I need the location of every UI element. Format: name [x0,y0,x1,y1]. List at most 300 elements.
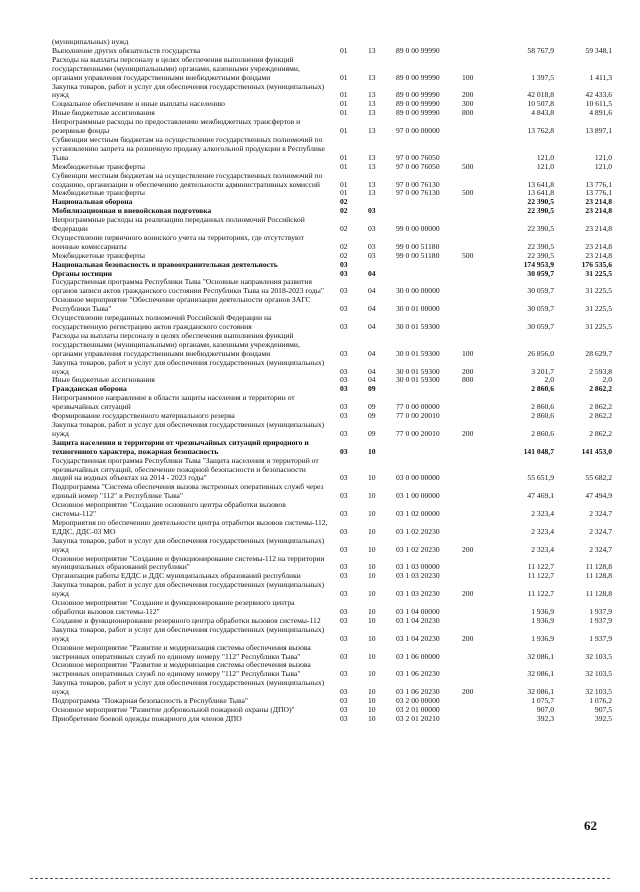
row-amount-year2: 28 629,7 [585,348,612,358]
row-section-code: 03 [340,304,348,314]
row-amount-year2: 11 128,8 [585,562,612,572]
row-subsection-code: 09 [368,411,376,421]
row-name: Подпрограмма "Система обеспечения вызова экстренных оперативных служб через единый номер "112" в Республике Тыва" [52,482,324,501]
table-row [52,581,612,599]
row-name: Национальная оборона [52,197,133,207]
row-amount-year1: 1 936,9 [531,633,554,643]
row-target-article: 99 0 00 51180 [396,241,440,251]
row-amount-year2: 2 593,8 [589,366,612,376]
row-amount-year1: 121,0 [536,152,554,162]
row-expense-type: 100 [462,72,474,82]
row-amount-year1: 32 086,1 [527,651,554,661]
row-target-article: 89 0 00 99990 [396,108,440,118]
row-name: Межбюджетные трансферты [52,188,145,198]
row-section-code: 02 [340,224,348,234]
row-amount-year1: 1 936,9 [531,607,554,616]
row-section-code: 03 [340,607,348,616]
row-subsection-code: 13 [368,179,376,189]
row-amount-year2: 11 128,8 [585,589,612,599]
row-amount-year1: 42 018,8 [527,90,554,100]
table-row [52,519,612,537]
row-target-article: 03 1 03 20230 [396,571,440,581]
row-amount-year2: 13 776,1 [585,179,612,189]
row-amount-year2: 59 348,1 [585,45,612,55]
row-subsection-code: 10 [368,651,376,661]
row-amount-year1: 30 059,7 [527,304,554,314]
row-amount-year1: 22 390,5 [527,224,554,234]
row-expense-type: 200 [462,544,474,554]
row-section-code: 03 [340,509,348,519]
row-amount-year2: 121,0 [594,152,612,162]
row-name: (муниципальных) нужд [52,37,129,46]
row-section-code: 01 [340,108,348,118]
row-amount-year1: 22 390,5 [527,250,554,260]
table-row [52,359,612,377]
row-name: Основное мероприятие "Создание и функционирование системы-112 на территории муниципальных образований республики" [52,553,325,572]
row-amount-year2: 13 897,1 [585,126,612,136]
row-name: Мероприятия по обеспечению деятельности центра отработки вызовов системы-112, ЕДДС, ДДС-03 МО [52,517,328,536]
row-name: Межбюджетные трансферты [52,250,145,260]
row-section-code: 02 [340,206,348,216]
row-amount-year1: 2 860,6 [531,411,554,421]
row-amount-year2: 32 103,5 [585,687,612,697]
row-section-code: 03 [340,384,348,394]
row-amount-year1: 47 469,1 [527,491,554,501]
row-name: Основное мероприятие "Обеспечение организации деятельности органов ЗАГС Республики Тыва" [52,295,311,314]
row-subsection-code: 10 [368,615,376,625]
row-amount-year1: 11 122,7 [527,571,554,581]
row-expense-type: 300 [462,99,474,109]
row-target-article: 03 2 01 00000 [396,704,440,714]
page-number: 62 [584,818,597,833]
row-section-code: 03 [340,562,348,572]
row-name: Закупка товаров, работ и услуг для обеспечения государственных (муниципальных) нужд [52,624,325,643]
row-subsection-code: 10 [368,562,376,572]
row-name: Закупка товаров, работ и услуг для обеспечения государственных (муниципальных) нужд [52,81,325,100]
row-amount-year1: 30 059,7 [527,322,554,331]
row-section-code: 01 [340,179,348,189]
row-name: Приобретение боевой одежды пожарного для членов ДПО [52,713,242,723]
table-row [52,626,612,644]
table-row [52,439,612,457]
row-amount-year1: 13 641,8 [527,188,554,198]
row-target-article: 30 0 01 59300 [396,348,440,358]
row-expense-type: 200 [462,589,474,599]
row-amount-year2: 31 225,5 [585,268,612,278]
row-amount-year2: 32 103,5 [585,669,612,679]
row-section-code: 01 [340,99,348,109]
row-target-article: 89 0 00 99990 [396,99,440,109]
row-amount-year2: 2,0 [602,375,612,385]
page-footer-rule [30,878,610,879]
row-subsection-code: 13 [368,108,376,118]
row-amount-year1: 11 122,7 [527,589,554,599]
row-name: Организация работы ЕДДС и ДДС муниципальных образований республики [52,571,301,581]
row-expense-type: 200 [462,90,474,100]
row-name: Закупка товаров, работ и услуг для обеспечения государственных (муниципальных) нужд [52,357,325,376]
row-amount-year1: 30 059,7 [527,268,554,278]
row-target-article: 03 1 02 00000 [396,509,440,519]
row-subsection-code: 10 [368,704,376,714]
row-section-code: 03 [340,544,348,554]
row-expense-type: 200 [462,428,474,438]
row-target-article: 89 0 00 99990 [396,90,440,100]
table-row [52,679,612,697]
row-amount-year2: 1 937,9 [589,607,612,616]
row-section-code: 03 [340,286,348,296]
row-section-code: 01 [340,45,348,55]
row-amount-year2: 47 494,9 [585,491,612,501]
row-amount-year2: 32 103,5 [585,651,612,661]
row-expense-type: 200 [462,687,474,697]
row-amount-year2: 31 225,5 [585,322,612,331]
row-subsection-code: 10 [368,696,376,706]
row-subsection-code: 09 [368,384,376,394]
row-subsection-code: 13 [368,161,376,171]
row-subsection-code: 10 [368,687,376,697]
row-amount-year1: 11 122,7 [527,562,554,572]
row-amount-year2: 176 535,6 [581,259,612,269]
row-section-code: 03 [340,687,348,697]
row-target-article: 97 0 00 76050 [396,152,440,162]
table-row [52,501,612,519]
row-amount-year1: 22 390,5 [527,241,554,251]
row-subsection-code: 13 [368,99,376,109]
row-target-article: 77 0 00 20010 [396,428,440,438]
row-amount-year2: 55 682,2 [585,473,612,483]
row-amount-year2: 907,5 [594,704,612,714]
row-name: Государственная программа Республики Тыва "Защита населения и территорий от чрезвычайных ситуаций, обеспечение пожарной безопасности и безопасности людей на водных объектах на 2014 - 2023 годы" [52,455,319,483]
row-amount-year1: 13 641,8 [527,179,554,189]
row-amount-year2: 31 225,5 [585,286,612,296]
row-expense-type: 800 [462,108,474,118]
row-target-article: 30 0 01 59300 [396,366,440,376]
row-section-code: 03 [340,633,348,643]
row-section-code: 01 [340,72,348,82]
row-target-article: 03 1 04 20230 [396,633,440,643]
row-subsection-code: 13 [368,90,376,100]
row-name: Осуществление переданных полномочий Российской Федерации на государственную регистрацию актов гражданского состояния [52,313,272,331]
row-name: Выполнение других обязательств государства [52,45,201,55]
row-subsection-code: 04 [368,348,376,358]
row-target-article: 30 0 01 59300 [396,322,440,331]
row-name: Закупка товаров, работ и услуг для обеспечения государственных (муниципальных) нужд [52,535,325,554]
row-subsection-code: 10 [368,669,376,679]
budget-table [52,38,612,724]
row-subsection-code: 10 [368,713,376,723]
table-row [52,376,612,385]
row-amount-year2: 10 611,5 [585,99,612,109]
table-row [52,118,612,136]
row-section-code: 01 [340,126,348,136]
table-row [52,644,612,662]
row-section-code: 02 [340,250,348,260]
row-amount-year1: 2 860,6 [531,402,554,412]
row-section-code: 03 [340,589,348,599]
row-amount-year2: 42 433,6 [585,90,612,100]
row-target-article: 97 0 00 76130 [396,188,440,198]
row-amount-year1: 55 651,9 [527,473,554,483]
row-name: Непрограммные расходы на реализацию переданных полномочий Российской Федерации [52,215,305,234]
row-target-article: 30 0 01 00000 [396,304,440,314]
row-target-article: 03 0 00 00000 [396,473,440,483]
row-name: Расходы на выплаты персоналу в целях обеспечения выполнения функций государственными (муниципальными) органами, казенными учреждениями, органами управления государственными внебюджетными фондами [52,330,300,358]
row-amount-year2: 23 214,8 [585,250,612,260]
row-section-code: 03 [340,259,348,269]
row-target-article: 97 0 00 00000 [396,126,440,136]
row-section-code: 03 [340,696,348,706]
row-amount-year2: 2 324,7 [589,544,612,554]
row-section-code: 03 [340,322,348,331]
row-target-article: 03 1 03 00000 [396,562,440,572]
row-amount-year2: 2 862,2 [589,384,612,394]
row-amount-year2: 1 937,9 [589,615,612,625]
row-section-code: 03 [340,526,348,536]
table-row [52,56,612,83]
row-section-code: 01 [340,161,348,171]
row-amount-year2: 23 214,8 [585,197,612,207]
row-target-article: 77 0 00 20010 [396,411,440,421]
row-amount-year1: 392,3 [536,713,554,723]
row-target-article: 03 2 00 00000 [396,696,440,706]
row-amount-year1: 1 075,7 [531,696,554,706]
row-target-article: 03 1 04 00000 [396,607,440,616]
row-name: Основное мероприятие "Создание основного центра обработки вызовов системы-112" [52,500,286,519]
row-target-article: 97 0 00 76130 [396,179,440,189]
table-row [52,296,612,314]
row-amount-year1: 2 860,6 [531,428,554,438]
row-name: Гражданская оборона [52,384,127,394]
row-expense-type: 800 [462,375,474,385]
row-name: Иные бюджетные ассигнования [52,375,155,385]
row-expense-type: 200 [462,633,474,643]
row-amount-year2: 2 862,2 [589,402,612,412]
row-name: Подпрограмма "Пожарная безопасность в Республике Тыва" [52,696,248,706]
row-amount-year1: 30 059,7 [527,286,554,296]
row-target-article: 97 0 00 76050 [396,161,440,171]
table-row [52,234,612,252]
table-row [52,555,612,573]
row-target-article: 03 1 00 00000 [396,491,440,501]
row-amount-year1: 4 843,8 [531,108,554,118]
row-amount-year1: 1 936,9 [531,615,554,625]
row-amount-year2: 23 214,8 [585,206,612,216]
table-row [52,599,612,617]
row-amount-year1: 1 397,5 [531,72,554,82]
row-amount-year1: 907,0 [536,704,554,714]
row-name: Формирование государственного материального резерва [52,411,235,421]
row-section-code: 03 [340,446,348,456]
row-amount-year1: 22 390,5 [527,206,554,216]
row-name: Межбюджетные трансферты [52,161,145,171]
row-section-code: 03 [340,571,348,581]
row-subsection-code: 09 [368,428,376,438]
row-section-code: 01 [340,90,348,100]
row-amount-year2: 1 076,2 [589,696,612,706]
row-amount-year2: 121,0 [594,161,612,171]
row-target-article: 03 1 02 20230 [396,526,440,536]
table-row [52,537,612,555]
row-subsection-code: 03 [368,224,376,234]
row-amount-year1: 10 507,8 [527,99,554,109]
row-name: Защита населения и территории от чрезвычайных ситуаций природного и техногенного характера, пожарная безопасность [52,437,309,456]
row-section-code: 03 [340,615,348,625]
row-target-article: 99 0 00 00000 [396,224,440,234]
row-amount-year1: 2 323,4 [531,544,554,554]
row-section-code: 03 [340,268,348,278]
row-subsection-code: 10 [368,571,376,581]
row-subsection-code: 10 [368,589,376,599]
row-target-article: 03 2 01 20210 [396,713,440,723]
row-subsection-code: 10 [368,446,376,456]
row-name: Национальная безопасность и правоохранительная деятельность [52,259,278,269]
row-subsection-code: 04 [368,322,376,331]
row-amount-year1: 32 086,1 [527,687,554,697]
row-amount-year1: 3 201,7 [531,366,554,376]
table-row [52,216,612,234]
row-name: Органы юстиции [52,268,112,278]
row-section-code: 03 [340,428,348,438]
row-section-code: 03 [340,491,348,501]
row-subsection-code: 13 [368,126,376,136]
row-target-article: 03 1 06 00000 [396,651,440,661]
row-section-code: 03 [340,669,348,679]
row-section-code: 03 [340,713,348,723]
row-section-code: 03 [340,651,348,661]
row-name: Закупка товаров, работ и услуг для обеспечения государственных (муниципальных) нужд [52,580,325,599]
row-amount-year2: 31 225,5 [585,304,612,314]
row-target-article: 30 0 01 59300 [396,375,440,385]
row-subsection-code: 13 [368,72,376,82]
row-amount-year1: 22 390,5 [527,197,554,207]
row-target-article: 03 1 04 20230 [396,615,440,625]
row-subsection-code: 03 [368,250,376,260]
row-amount-year2: 2 324,7 [589,509,612,519]
row-target-article: 30 0 00 00000 [396,286,440,296]
row-section-code: 02 [340,197,348,207]
row-target-article: 03 1 06 20230 [396,669,440,679]
row-name: Государственная программа Республики Тыва "Основные направления развития органов записи актов гражданского состояния Республики Тыва на 2018-2023 годы" [52,277,324,296]
row-amount-year2: 2 862,2 [589,428,612,438]
row-amount-year2: 392,5 [594,713,612,723]
table-row [52,661,612,679]
row-subsection-code: 04 [368,286,376,296]
row-subsection-code: 10 [368,491,376,501]
row-expense-type: 200 [462,366,474,376]
row-amount-year1: 13 762,8 [527,126,554,136]
row-name: Осуществление первичного воинского учета на территориях, где отсутствуют военные комиссариаты [52,232,304,251]
row-name: Социальное обеспечение и иные выплаты населению [52,99,225,109]
row-amount-year2: 1 411,3 [589,72,612,82]
row-target-article: 03 1 03 20230 [396,589,440,599]
row-amount-year1: 141 048,7 [523,446,554,456]
row-target-article: 99 0 00 51180 [396,250,440,260]
row-amount-year1: 174 953,9 [523,259,554,269]
row-subsection-code: 10 [368,473,376,483]
row-subsection-code: 10 [368,526,376,536]
row-subsection-code: 03 [368,241,376,251]
row-subsection-code: 04 [368,366,376,376]
row-subsection-code: 04 [368,304,376,314]
row-expense-type: 100 [462,348,474,358]
row-amount-year1: 2 860,6 [531,384,554,394]
row-subsection-code: 04 [368,268,376,278]
row-expense-type: 500 [462,250,474,260]
row-section-code: 03 [340,348,348,358]
row-section-code: 03 [340,402,348,412]
row-expense-type: 500 [462,161,474,171]
row-section-code: 03 [340,366,348,376]
row-amount-year2: 2 324,7 [589,526,612,536]
row-name: Создание и функционирование резервного центра обработки вызовов системы-112 [52,615,321,625]
row-amount-year1: 32 086,1 [527,669,554,679]
row-section-code: 02 [340,241,348,251]
row-name: Субвенции местным бюджетам на осуществление государственных полномочий по созданию, организации и обеспечению деятельности административных комиссий [52,170,323,189]
table-row [52,394,612,412]
row-amount-year1: 2 323,4 [531,526,554,536]
row-name: Субвенции местным бюджетам на осуществление государственных полномочий по установлению запрета на розничную продажу алкогольной продукции в Республике Тыва [52,134,325,162]
row-name: Закупка товаров, работ и услуг для обеспечения государственных (муниципальных) нужд [52,419,325,438]
row-subsection-code: 13 [368,152,376,162]
row-subsection-code: 13 [368,188,376,198]
row-amount-year1: 58 767,9 [527,45,554,55]
row-subsection-code: 09 [368,402,376,412]
row-subsection-code: 10 [368,607,376,616]
row-amount-year2: 23 214,8 [585,224,612,234]
row-name: Основное мероприятие "Развитие и модернизация системы обеспечения вызова экстренных оперативных служб по единому номеру "112" Республики Тыва" [52,660,311,679]
table-row [52,457,612,484]
row-name: Непрограммное направление в области защиты населения и территории от чрезвычайных ситуаций [52,393,295,412]
row-amount-year1: 2 323,4 [531,509,554,519]
row-subsection-code: 10 [368,509,376,519]
row-section-code: 03 [340,375,348,385]
row-amount-year2: 23 214,8 [585,241,612,251]
table-row [52,715,612,724]
row-subsection-code: 13 [368,45,376,55]
table-row [52,483,612,501]
row-amount-year2: 1 937,9 [589,633,612,643]
row-amount-year1: 2,0 [544,375,554,385]
row-amount-year1: 26 856,0 [527,348,554,358]
row-name: Основное мероприятие "Развитие добровольной пожарной охраны (ДПО)" [52,704,295,714]
row-name: Расходы на выплаты персоналу в целях обеспечения выполнения функций государственными (муниципальными) органами, казенными учреждениями, органами управления государственными внебюджетными фондами [52,54,300,82]
row-subsection-code: 10 [368,633,376,643]
table-row [52,278,612,296]
row-name: Закупка товаров, работ и услуг для обеспечения государственных (муниципальных) нужд [52,678,325,697]
row-expense-type: 500 [462,188,474,198]
row-name: Иные бюджетные ассигнования [52,108,155,118]
row-subsection-code: 10 [368,544,376,554]
row-target-article: 89 0 00 99990 [396,72,440,82]
row-amount-year2: 2 862,2 [589,411,612,421]
row-subsection-code: 03 [368,206,376,216]
row-amount-year2: 141 453,0 [581,446,612,456]
row-amount-year1: 121,0 [536,161,554,171]
row-name: Непрограммные расходы по предоставлению межбюджетных трансфертов и резервные фонды [52,117,301,136]
table-row [52,332,612,359]
row-name: Мобилизационная и вневойсковая подготовка [52,206,212,216]
row-amount-year2: 13 776,1 [585,188,612,198]
row-target-article: 77 0 00 00000 [396,402,440,412]
row-amount-year2: 4 891,6 [589,108,612,118]
row-target-article: 03 1 06 20230 [396,687,440,697]
row-name: Основное мероприятие "Развитие и модернизация системы обеспечения вызова экстренных оперативных служб по единому номеру "112" Республики Тыва" [52,642,311,661]
row-section-code: 03 [340,704,348,714]
row-target-article: 03 1 02 20230 [396,544,440,554]
table-row [52,172,612,190]
row-section-code: 01 [340,188,348,198]
row-name: Основное мероприятие "Создание и функционирование резервного центра обработки вызовов системы-112" [52,598,295,616]
